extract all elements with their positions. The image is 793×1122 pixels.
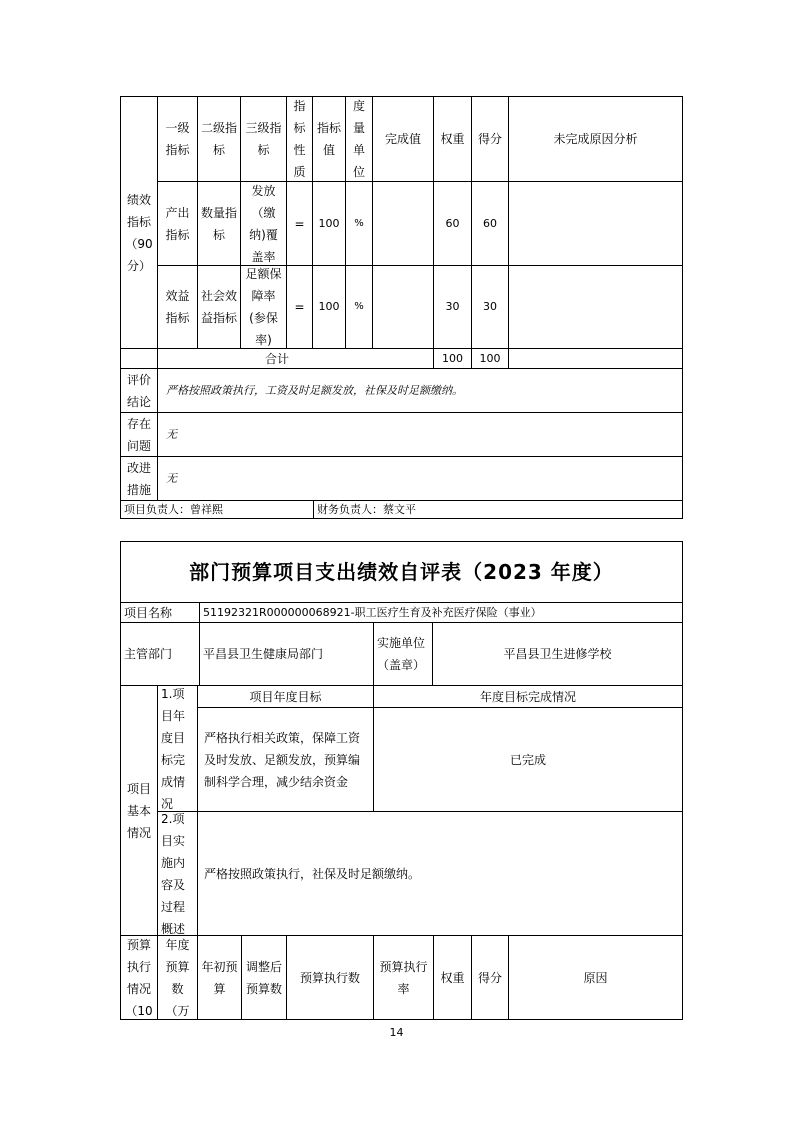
problems-text: 无 (157, 412, 683, 457)
improvements-text: 无 (157, 456, 683, 501)
goal-text: 严格执行相关政策，保障工资及时发放、足额发放，预算编制科学合理，减少结余资金 (197, 707, 374, 812)
budget-header-executed: 预算执行数 (286, 935, 374, 1020)
total-score: 100 (471, 348, 509, 369)
row1-unit: % (345, 181, 373, 266)
header-score: 得分 (471, 96, 509, 182)
row1-value: 100 (312, 181, 346, 266)
impl-section-label: 2.项目实施内容及过程概述 (157, 811, 198, 936)
row1-reason (508, 181, 683, 266)
row2-level3: 足额保障率(参保率) (240, 265, 287, 349)
project-name: 51192321R000000068921-职工医疗生育及补充医疗保险（事业） (199, 602, 683, 623)
dept-label: 主管部门 (120, 622, 200, 686)
basic-info-label: 项目基本情况 (120, 685, 158, 936)
header-reason: 未完成原因分析 (508, 96, 683, 182)
budget-header-exec-rate: 预算执行率 (373, 935, 434, 1020)
total-weight: 100 (433, 348, 472, 369)
table-title: 部门预算项目支出绩效自评表（2023 年度） (120, 541, 683, 603)
project-lead: 项目负责人：曾祥熙 (120, 500, 314, 519)
improvements-label: 改进措施 (120, 456, 158, 501)
row2-score: 30 (471, 265, 509, 349)
row-header-performance (120, 96, 158, 369)
header-unit: 度量单位 (345, 96, 373, 182)
total-reason (508, 348, 683, 369)
row1-level3: 发放（缴纳)覆盖率 (240, 181, 287, 266)
project-name-label: 项目名称 (120, 602, 200, 623)
row2-level1: 效益指标 (157, 265, 198, 349)
goal-status: 已完成 (373, 707, 683, 812)
row2-level2: 社会效益指标 (197, 265, 241, 349)
budget-header-adjusted: 调整后预算数 (241, 935, 287, 1020)
impl-unit-value: 平昌县卫生进修学校 (432, 622, 683, 686)
evaluation-label: 评价结论 (120, 368, 158, 413)
header-level3: 三级指标 (240, 96, 287, 182)
row2-completed (372, 265, 434, 349)
row2-weight: 30 (433, 265, 472, 349)
dept-value: 平昌县卫生健康局部门 (199, 622, 374, 686)
row1-level2: 数量指标 (197, 181, 241, 266)
row2-reason (508, 265, 683, 349)
row1-nature: = (286, 181, 313, 266)
goal-status-header: 年度目标完成情况 (373, 685, 683, 708)
header-weight: 权重 (433, 96, 472, 182)
header-completed: 完成值 (372, 96, 434, 182)
header-nature: 指标性质 (286, 96, 313, 182)
impl-unit-label: 实施单位（盖章） (373, 622, 433, 686)
row1-score: 60 (471, 181, 509, 266)
goal-header: 项目年度目标 (197, 685, 374, 708)
page-number: 14 (389, 1026, 404, 1039)
budget-exec-label: 预算执行情况（10 (120, 935, 158, 1020)
budget-header-initial: 年初预算 (197, 935, 242, 1020)
header-level2: 二级指标 (197, 96, 241, 182)
impl-text: 严格按照政策执行，社保及时足额缴纳。 (197, 811, 683, 936)
total-label: 合计 (120, 348, 434, 369)
budget-header-annual: 年度预算数（万 (157, 935, 198, 1020)
budget-header-score: 得分 (471, 935, 509, 1020)
row1-level1: 产出指标 (157, 181, 198, 266)
budget-header-weight: 权重 (433, 935, 472, 1020)
row1-weight: 60 (433, 181, 472, 266)
row2-value: 100 (312, 265, 346, 349)
header-level1: 一级指标 (157, 96, 198, 182)
finance-lead: 财务负责人：蔡文平 (313, 500, 683, 519)
row2-unit: % (345, 265, 373, 349)
evaluation-text: 严格按照政策执行，工资及时足额发放，社保及时足额缴纳。 (157, 368, 683, 413)
problems-label: 存在问题 (120, 412, 158, 457)
row2-nature: = (286, 265, 313, 349)
goal-section-label: 1.项目年度目标完成情况 (157, 685, 198, 812)
row1-completed (372, 181, 434, 266)
row-header-text: 绩效指标（90分） (125, 192, 153, 273)
header-value: 指标值 (312, 96, 346, 182)
budget-header-reason: 原因 (508, 935, 683, 1020)
